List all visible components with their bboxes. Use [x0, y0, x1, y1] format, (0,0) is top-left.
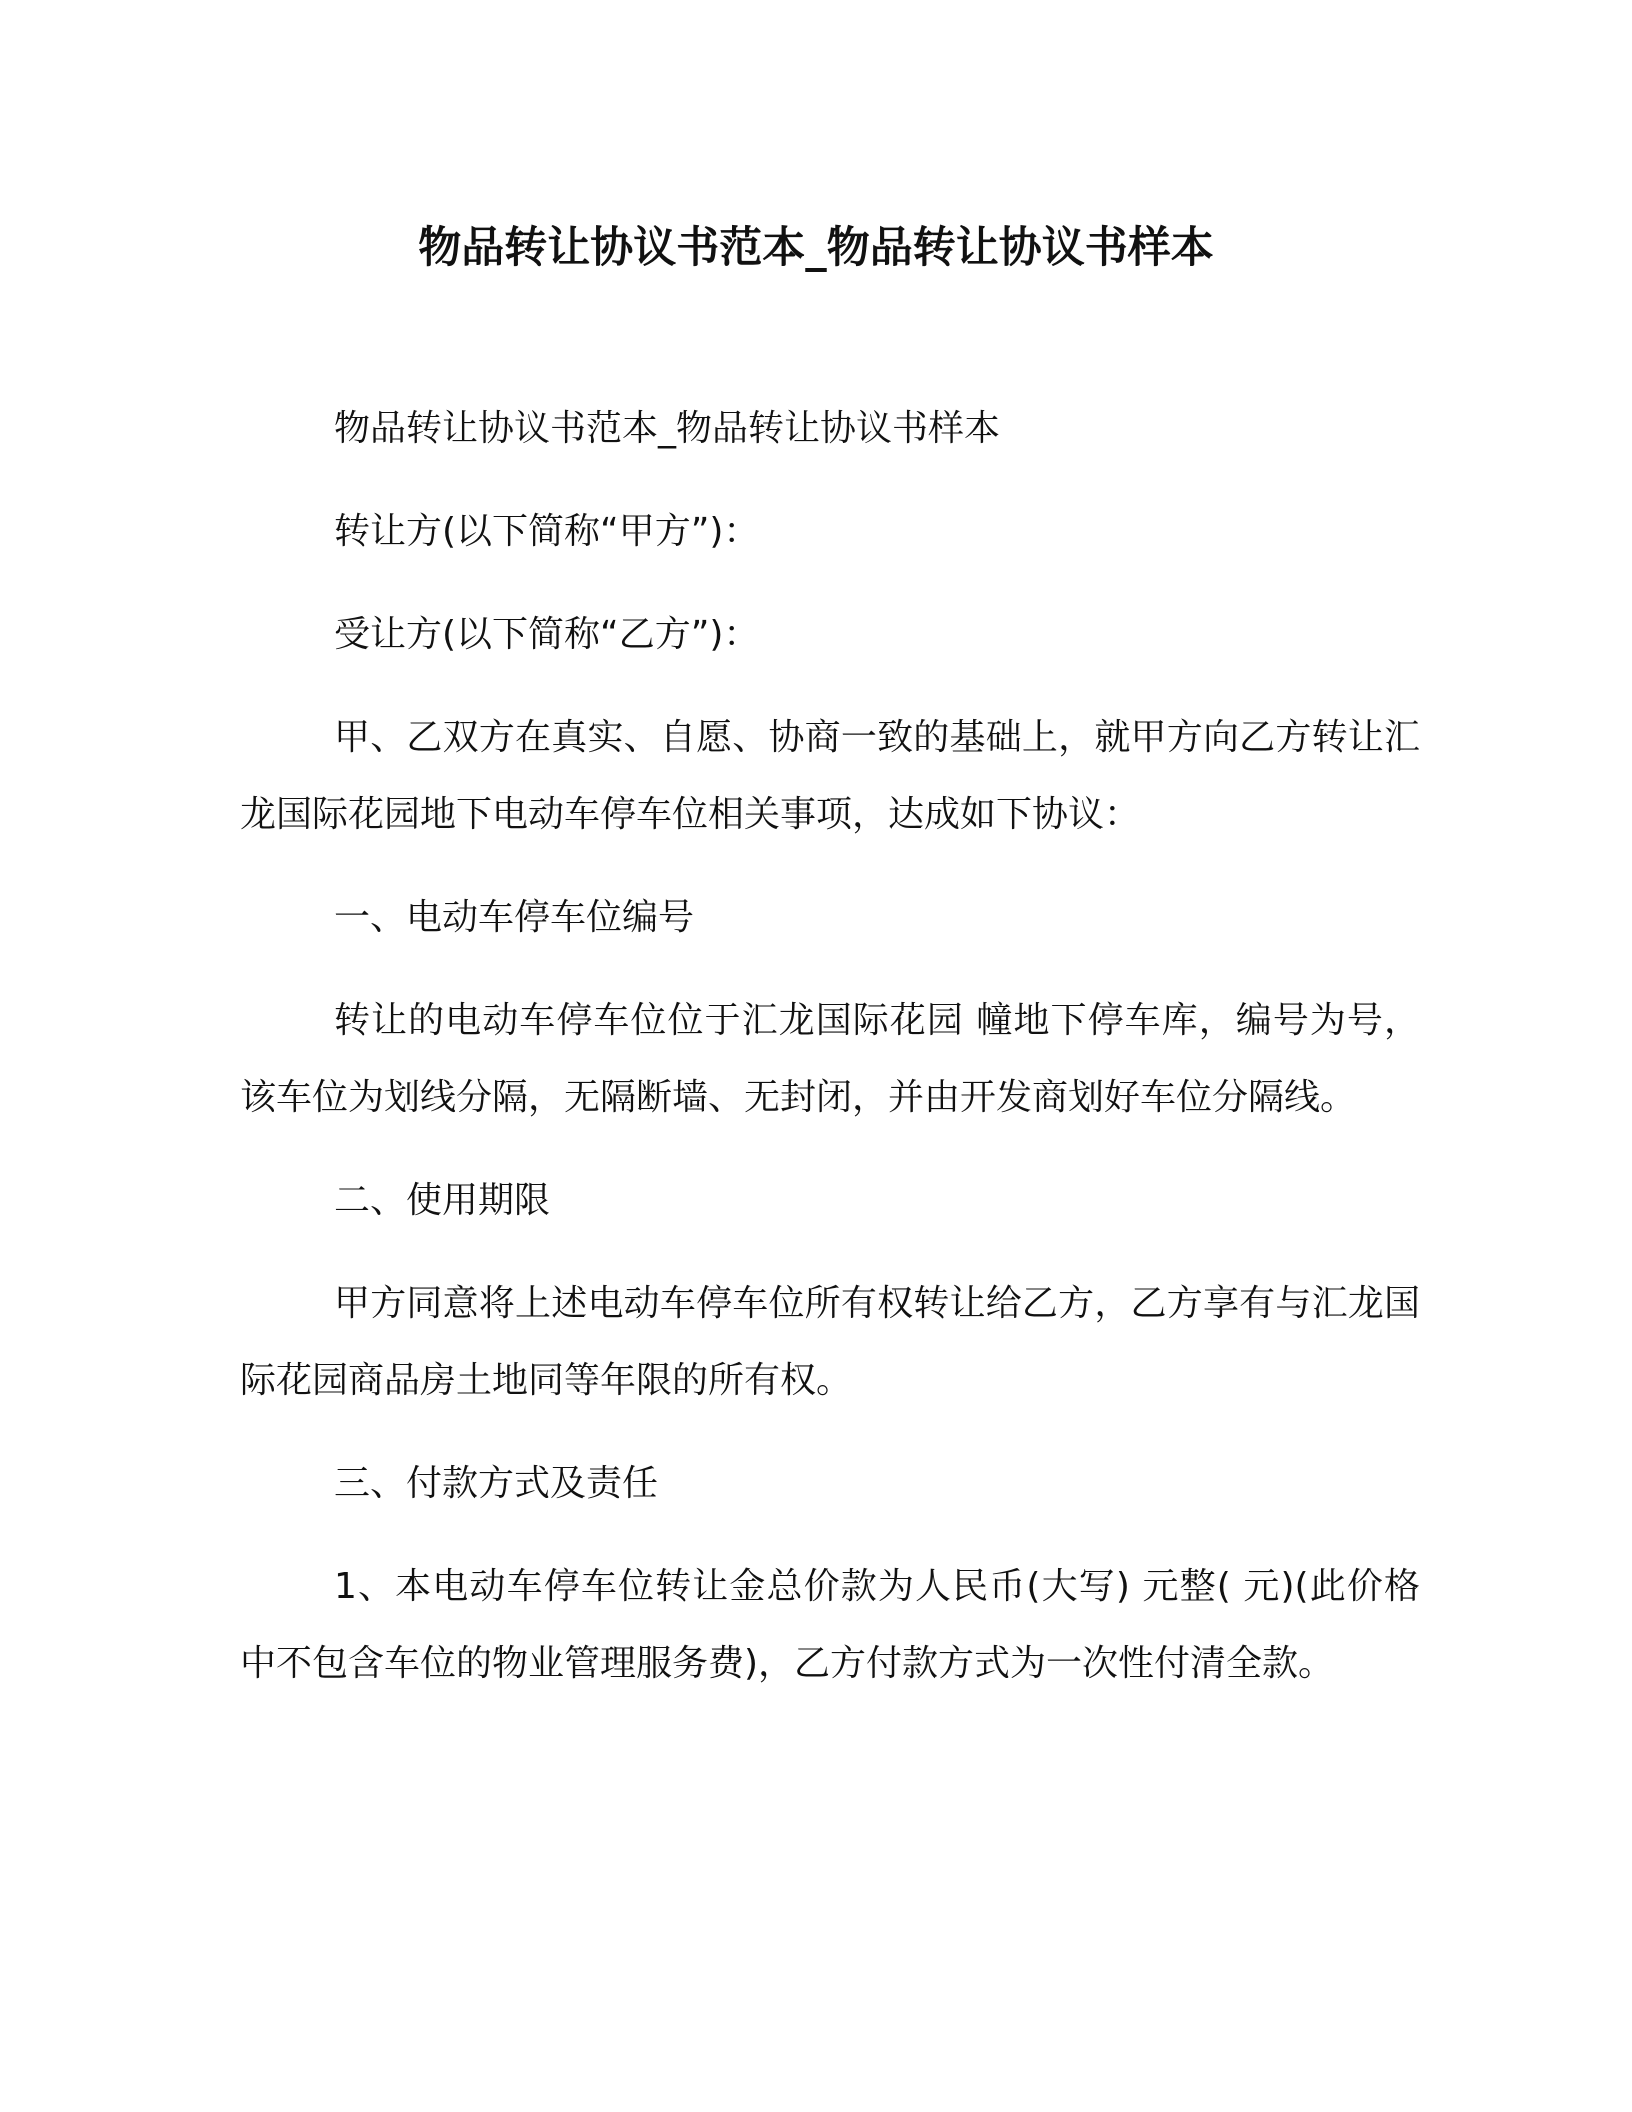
paragraph-preamble: 甲、乙双方在真实、自愿、协商一致的基础上，就甲方向乙方转让汇龙国际花园地下电动车停车位相关事项，达成如下协议：: [240, 717, 1420, 835]
section-heading-3: 三、付款方式及责任: [334, 1463, 659, 1504]
paragraph-section-1: 转让的电动车停车位位于汇龙国际花园 幢地下停车库，编号为号，该车位为划线分隔，无隔断墙、无封闭，并由开发商划好车位分隔线。: [240, 1000, 1420, 1118]
paragraph-subtitle: 物品转让协议书范本_物品转让协议书样本: [334, 408, 1001, 449]
paragraph-section-3-item-1: 1、本电动车停车位转让金总价款为人民币(大写) 元整( 元)(此价格中不包含车位的物业管理服务费)，乙方付款方式为一次性付清全款。: [240, 1566, 1420, 1684]
section-heading-1: 一、电动车停车位编号: [334, 897, 695, 938]
document-body: [240, 390, 1420, 1728]
paragraph-section-2: 甲方同意将上述电动车停车位所有权转让给乙方，乙方享有与汇龙国际花园商品房土地同等年限的所有权。: [240, 1283, 1420, 1401]
document-title: 物品转让协议书范本_物品转让协议书样本: [418, 223, 1214, 273]
paragraph-party-b: 受让方(以下简称“乙方”)：: [334, 614, 760, 655]
section-heading-2: 二、使用期限: [334, 1180, 551, 1221]
paragraph-party-a: 转让方(以下简称“甲方”)：: [334, 511, 760, 552]
